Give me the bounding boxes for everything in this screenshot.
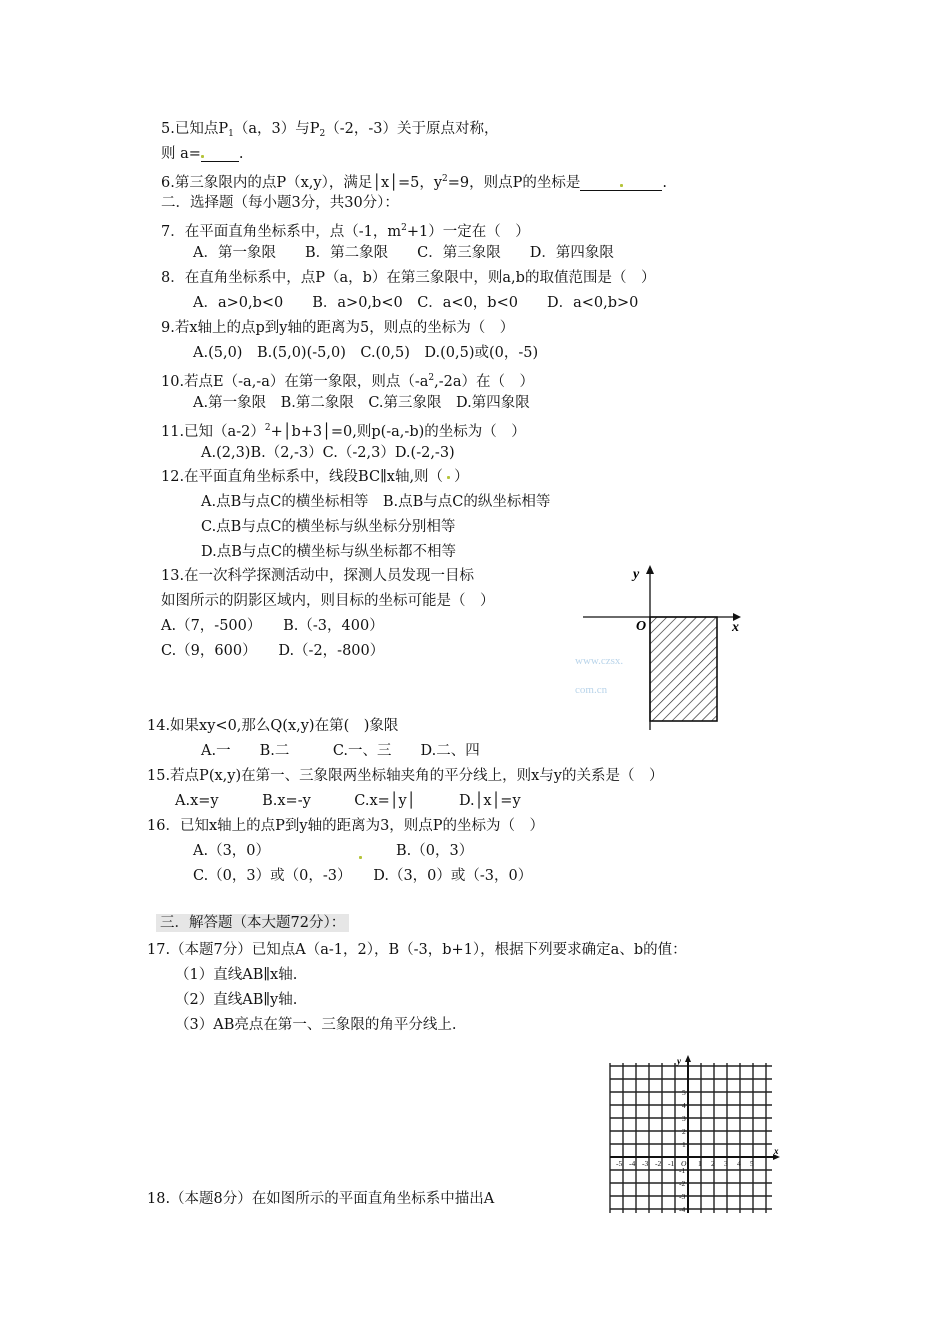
grid-y-tick-label: 5 xyxy=(682,1088,686,1097)
q14-stem: 14.如果xy<0,那么Q(x,y)在第( )象限 xyxy=(147,718,399,734)
q13-figure xyxy=(575,560,750,740)
q14-options: A.一 B.二 C.一、三 D.二、四 xyxy=(201,743,480,759)
grid-x-tick-label: 2 xyxy=(711,1159,715,1168)
decorative-dot xyxy=(447,476,450,479)
q11-options: A.(2,3)B.（2,-3）C.（-2,3）D.(-2,-3) xyxy=(201,445,455,461)
q15-stem: 15.若点P(x,y)在第一、三象限两坐标轴夹角的平分线上，则x与y的关系是（ ） xyxy=(147,768,664,784)
q16-options-cd: C.（0，3）或（0，-3） D.（3，0）或（-3，0） xyxy=(193,868,533,884)
q13-options-cd: C.（9，600） D.（-2，-800） xyxy=(161,643,385,659)
q12-stem: 12.在平面直角坐标系中，线段BC∥x轴,则（ ） xyxy=(161,469,469,485)
grid-y-label: y xyxy=(677,1056,681,1066)
watermark-line2: com.cn xyxy=(575,684,608,696)
grid-y-tick-label: -3 xyxy=(679,1192,686,1201)
q9-stem: 9.若x轴上的点p到y轴的距离为5，则点的坐标为（ ） xyxy=(161,320,515,336)
grid-y-tick-label: -1 xyxy=(679,1166,686,1175)
q10-options: A.第一象限 B.第二象限 C.第三象限 D.第四象限 xyxy=(193,395,530,411)
q12-option-ab: A.点B与点C的横坐标相等 B.点B与点C的纵坐标相等 xyxy=(201,494,551,510)
grid-x-tick-label: -4 xyxy=(629,1159,636,1168)
q9-options: A.(5,0) B.(5,0)(-5,0) C.(0,5) D.(0,5)或(0，-5) xyxy=(193,345,539,361)
q5-line2: 则 a= . xyxy=(161,146,244,162)
q13-stem-line2: 如图所示的阴影区域内，则目标的坐标可能是（ ） xyxy=(161,593,495,609)
grid-x-label: x xyxy=(774,1146,779,1156)
q13-stem-line1: 13.在一次科学探测活动中，探测人员发现一目标 xyxy=(161,568,475,584)
q6-answer-blank[interactable] xyxy=(580,176,662,191)
y-axis-label: y xyxy=(633,567,640,582)
q17-item1: （1）直线AB∥x轴. xyxy=(175,967,298,983)
q5-answer-blank[interactable] xyxy=(201,147,239,162)
grid-x-tick-label: -3 xyxy=(642,1159,649,1168)
grid-x-tick-label: -2 xyxy=(655,1159,662,1168)
q17-stem: 17.（本题7分）已知点A（a-1，2），B（-3，b+1），根据下列要求确定a、b的值： xyxy=(147,942,687,958)
shaded-region xyxy=(650,617,717,721)
grid-y-tick-label: -4 xyxy=(679,1205,686,1214)
decorative-dot xyxy=(359,848,362,866)
grid-y-arrow xyxy=(685,1055,691,1062)
q12-option-d: D.点B与点C的横坐标与纵坐标都不相等 xyxy=(201,544,456,560)
q16-option-a: A.（3，0） xyxy=(193,843,271,859)
q16-stem: 16．已知x轴上的点P到y轴的距离为3，则点P的坐标为（ ） xyxy=(147,818,545,834)
q13-options-ab: A.（7，-500） B.（-3，400） xyxy=(161,618,384,634)
grid-y-tick-label: 2 xyxy=(682,1127,686,1136)
grid-x-tick-label: -1 xyxy=(668,1159,675,1168)
section3-title: 三．解答题（本大题72分）： xyxy=(156,914,349,932)
q7-stem: 7．在平面直角坐标系中，点（-1，$m^2+1$）一定在（ ） xyxy=(161,223,530,240)
grid-x-tick-label: 1 xyxy=(698,1159,702,1168)
grid-y-tick-label: 4 xyxy=(682,1101,686,1110)
origin-label: O xyxy=(636,619,647,634)
q5-line1: 5.已知点$P_1(a$，3）与$P_2(-2$，-3）关于原点对称， xyxy=(161,121,499,139)
q18-stem: 18.（本题8分）在如图所示的平面直角坐标系中描出A xyxy=(147,1191,495,1207)
q15-options: A.x=y B.x=-y C.x=│y│ D.│x│=y xyxy=(175,793,521,809)
grid-origin-label: O xyxy=(681,1159,687,1168)
decorative-dot xyxy=(201,155,204,158)
grid-x-tick-label: 4 xyxy=(737,1159,741,1168)
q10-stem: 10.若点E（-a,-a）在第一象限，则点$(-a^2,-2a)$在（ ） xyxy=(161,373,535,390)
q8-stem: 8．在直角坐标系中，点P（a，b）在第三象限中，则a,b的取值范围是（ ） xyxy=(161,270,656,286)
q17-item2: （2）直线AB∥y轴. xyxy=(175,992,298,1008)
grid-y-tick-label: -2 xyxy=(679,1179,686,1188)
watermark-line1: www.czsx. xyxy=(575,655,624,667)
grid-x-tick-label: 3 xyxy=(724,1159,728,1168)
q8-options: A．a>0,b<0 B．a>0,b<0 C．a<0，b<0 D．a<0,b>0 xyxy=(193,295,639,311)
q6-line: 6.第三象限内的点P（x,y），满足│x│=5，$y^2=9$，则点P的坐标是 . xyxy=(161,174,668,191)
section2-title: 二．选择题（每小题3分，共30分）： xyxy=(161,195,399,211)
q11-stem: 11.已知$(a-2)^2+│b+3│=0$,则p(-a,-b)的坐标为（ ） xyxy=(161,423,526,440)
grid-x-tick-label: 5 xyxy=(750,1159,754,1168)
grid-y-tick-label: 1 xyxy=(682,1140,686,1149)
q12-option-c: C.点B与点C的横坐标与纵坐标分别相等 xyxy=(201,519,456,535)
x-axis-label: x xyxy=(732,620,739,635)
grid-y-tick-label: 3 xyxy=(682,1114,686,1123)
q18-grid-figure xyxy=(608,1055,783,1215)
y-axis-arrow xyxy=(646,565,654,574)
q17-item3: （3）AB亮点在第一、三象限的角平分线上. xyxy=(175,1017,457,1033)
grid-x-tick-label: -5 xyxy=(616,1159,623,1168)
q7-options: A．第一象限 B．第二象限 C．第三象限 D．第四象限 xyxy=(193,245,614,261)
decorative-dot xyxy=(620,184,623,187)
q16-option-b: B.（0，3） xyxy=(396,843,474,859)
